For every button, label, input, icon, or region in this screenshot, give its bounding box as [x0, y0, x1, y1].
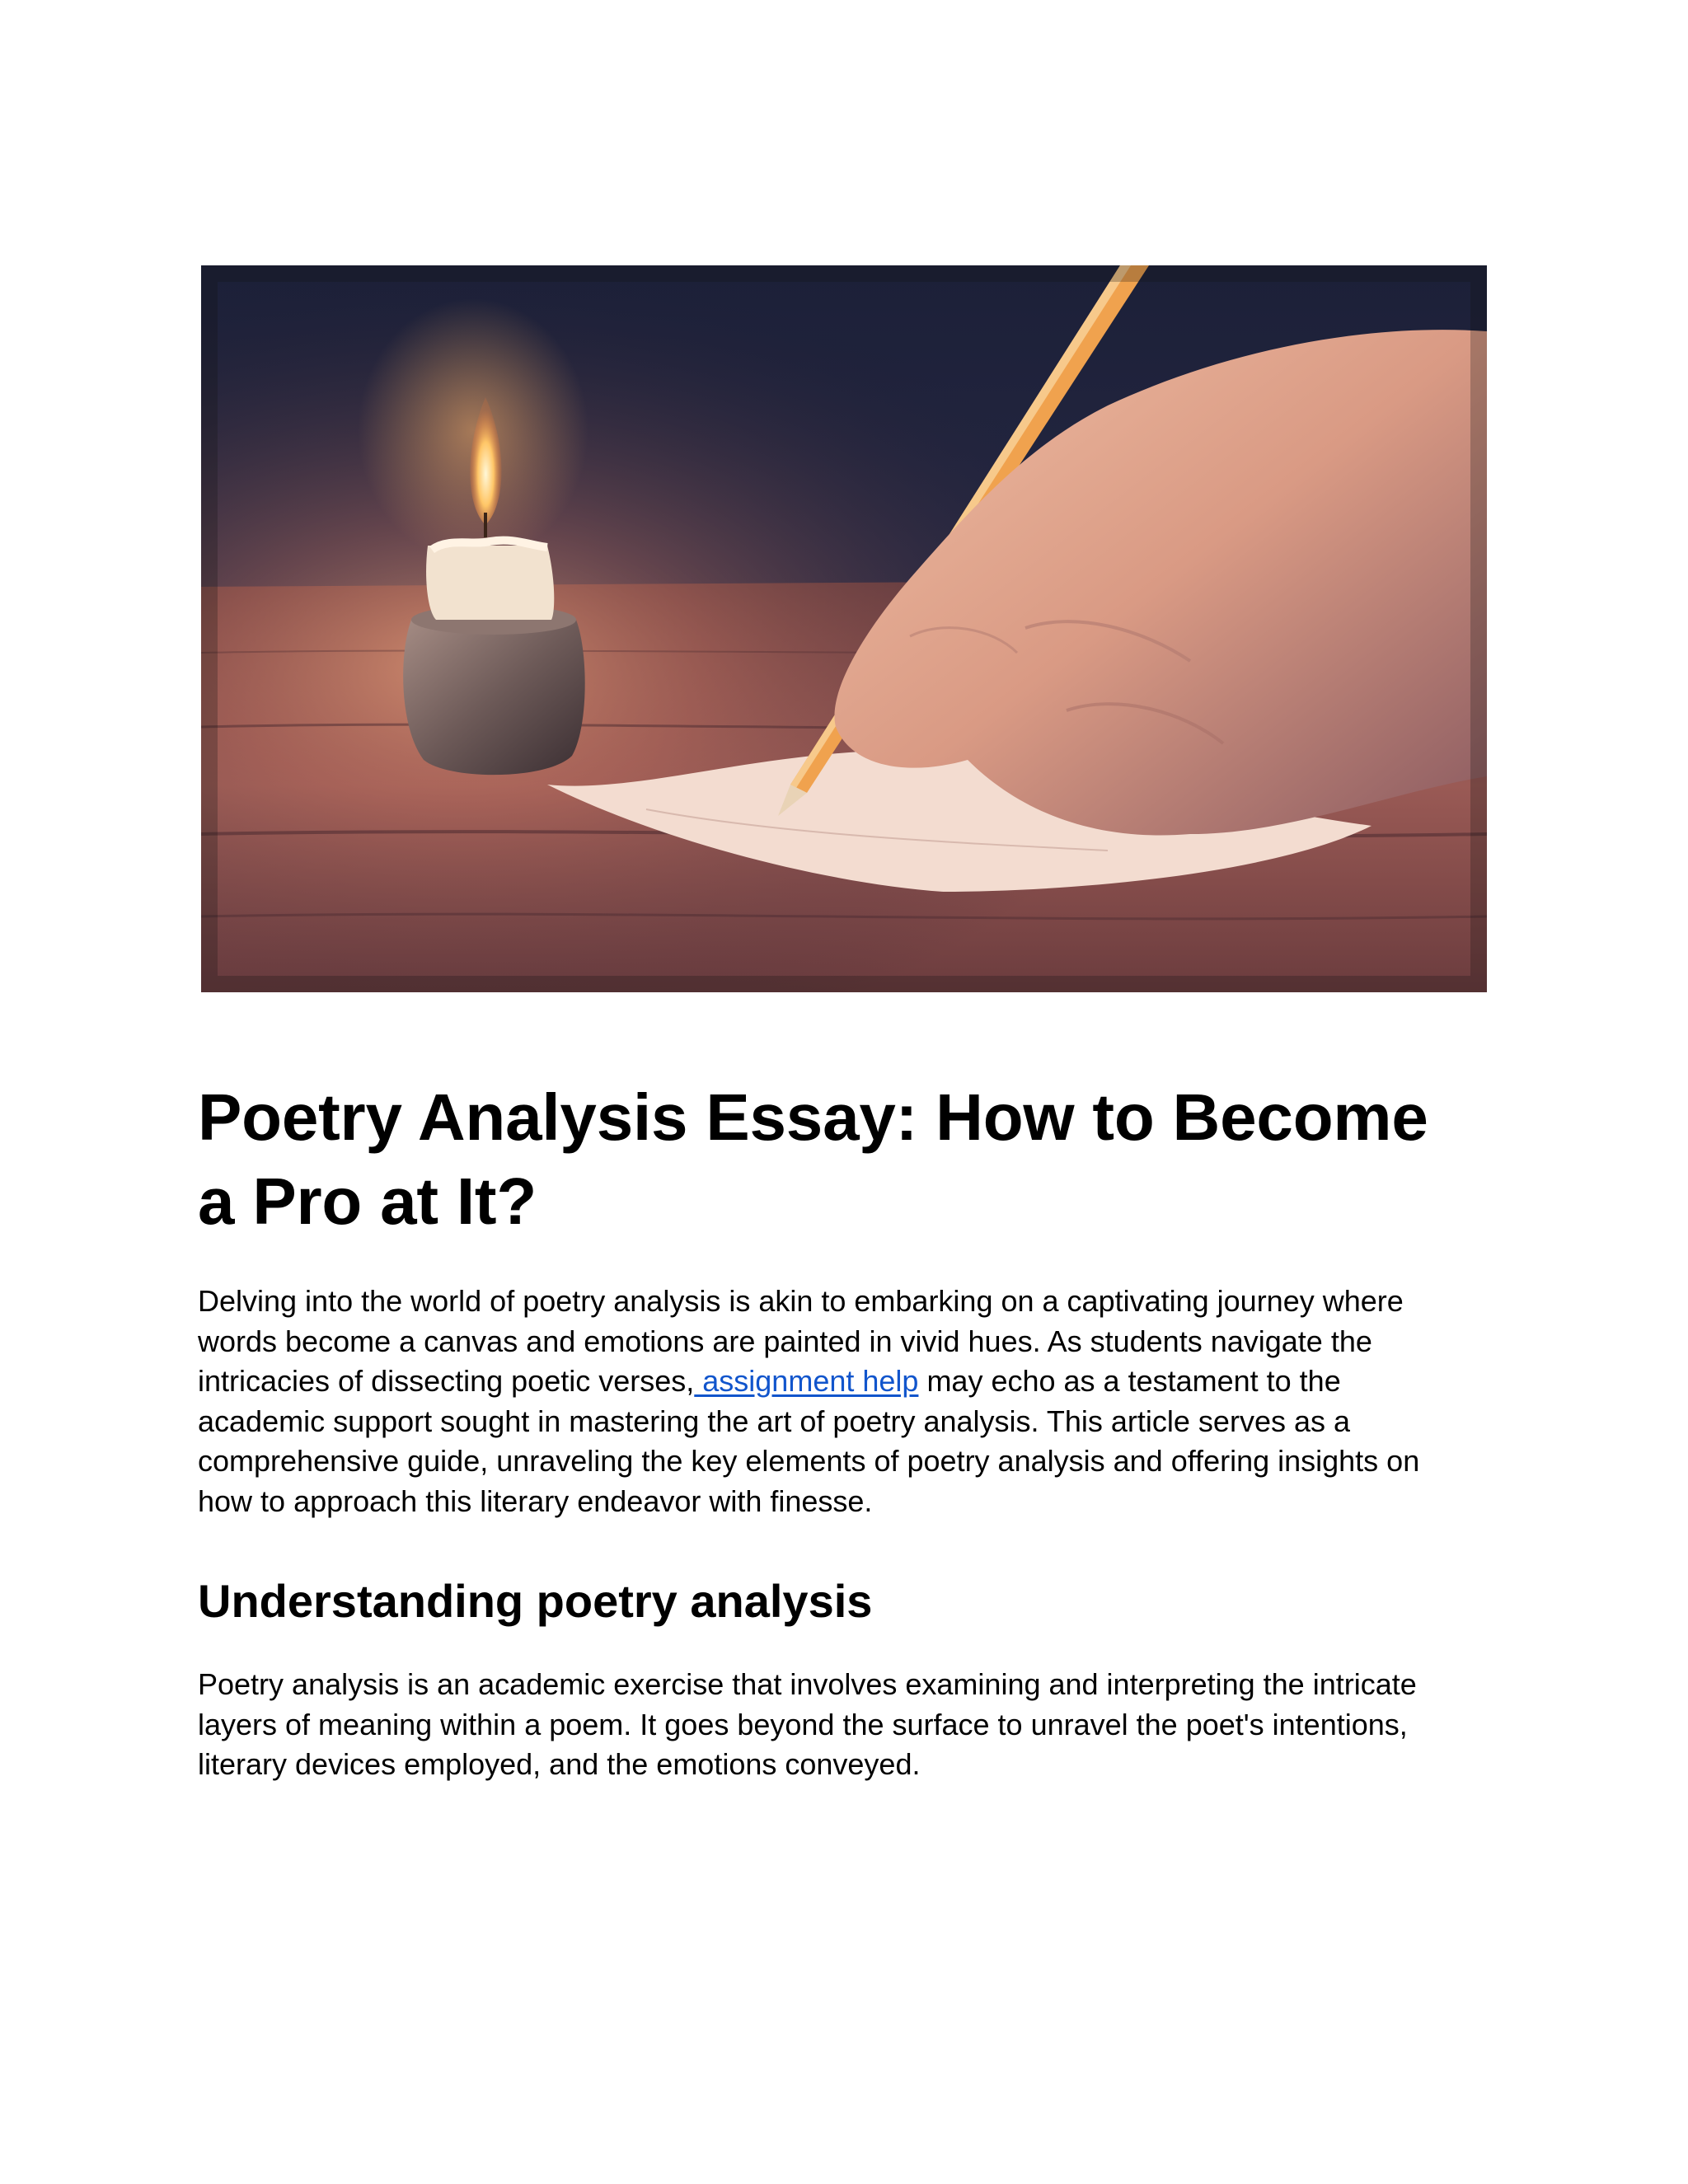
intro-text-after-link: may echo as a testament to the academic support sought in mastering the art of poetry analysis. This article serves as a comprehensive guide, unraveling the key elements of poetry analysis and offering insights on how to approach this literary endeavor with finesse.: [198, 1364, 1420, 1518]
hero-image: [201, 265, 1487, 992]
article-content: [198, 1076, 1467, 1785]
article-title: Poetry Analysis Essay: How to Become a Pro at It?: [198, 1080, 1428, 1238]
intro-paragraph: [198, 1282, 1467, 1521]
section-heading: Understanding poetry analysis: [198, 1575, 873, 1627]
intro-text-before-link: Delving into the world of poetry analysis is akin to embarking on a captivating journey where words become a canvas and emotions are painted in vivid hues. As students navigate the intricacies of dissecting poetic verses,: [198, 1284, 1404, 1398]
section-paragraph: Poetry analysis is an academic exercise that involves examining and interpreting the intricate layers of meaning within a poem. It goes beyond the surface to unravel the poet's intentions, literary devices employed, and the emotions conveyed.: [198, 1667, 1417, 1781]
assignment-help-link[interactable]: assignment help: [694, 1364, 919, 1398]
candle-hand-writing-image: [201, 265, 1487, 992]
